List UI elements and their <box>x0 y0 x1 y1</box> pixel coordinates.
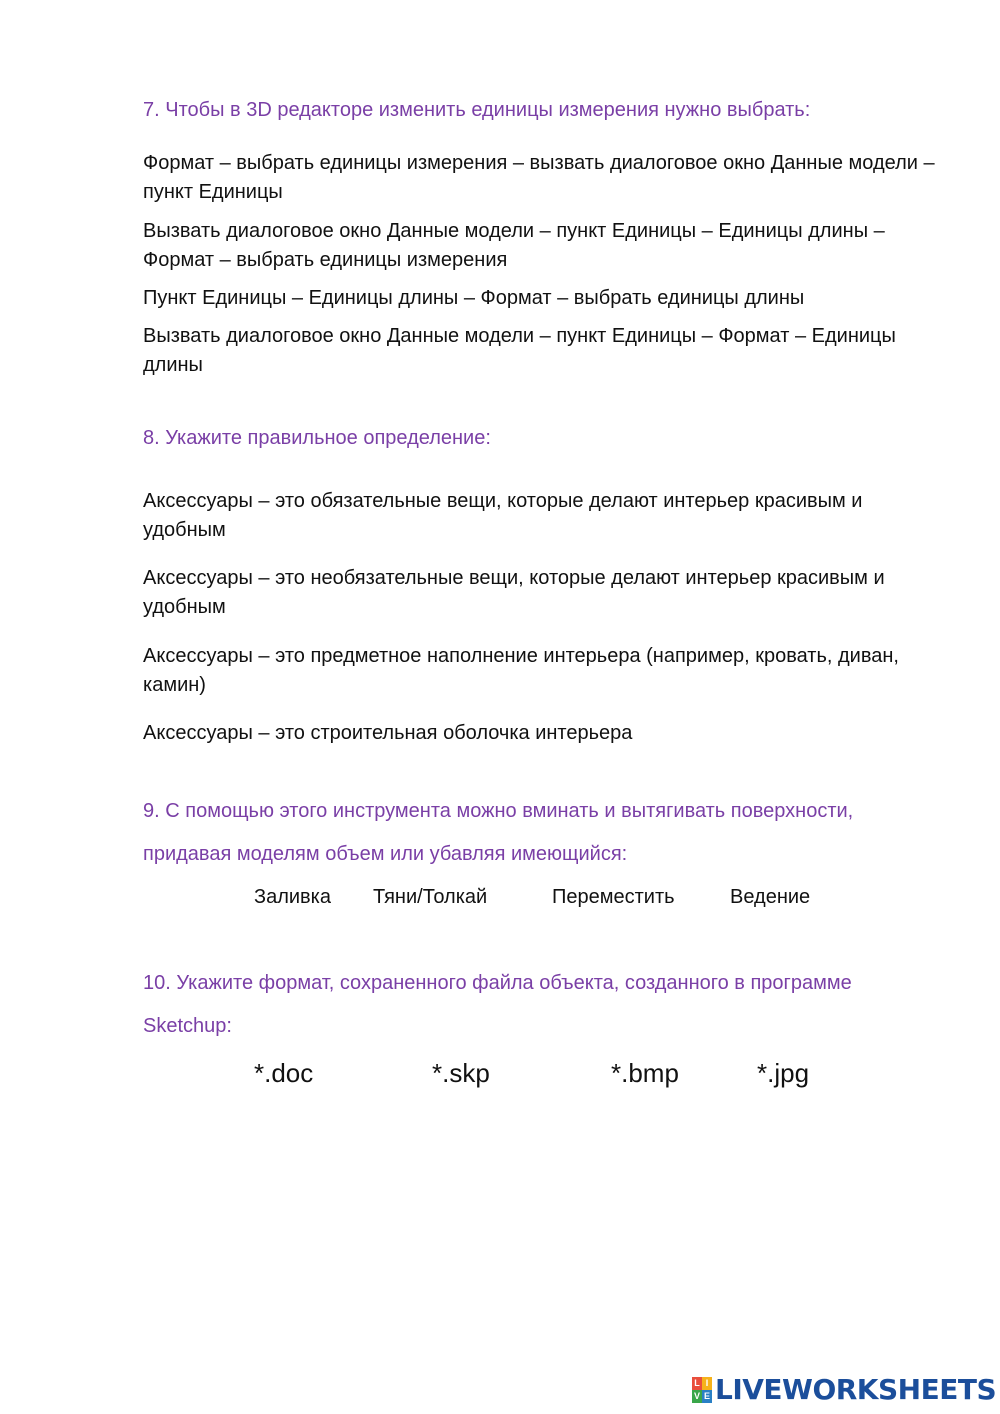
liveworksheets-logo <box>692 1374 996 1406</box>
question-10-title-line-2: Sketchup: <box>143 1015 232 1037</box>
question-7-title: 7. Чтобы в 3D редакторе изменить единицы измерения нужно выбрать: <box>143 99 811 121</box>
logo-mark-e: E <box>703 1391 710 1401</box>
question-8-option-2[interactable]: Аксессуары – это необязательные вещи, которые делают интерьер красивым и удобным <box>143 567 885 618</box>
logo-mark-v: V <box>693 1391 700 1401</box>
liveworksheets-logo-text: LIVEWORKSHEETS <box>715 1373 997 1406</box>
question-8-option-4[interactable]: Аксессуары – это строительная оболочка интерьера <box>143 722 633 744</box>
question-10-option-1[interactable]: *.doc <box>254 1058 314 1088</box>
logo-mark-l: L <box>692 1377 702 1390</box>
question-9-option-1[interactable]: Заливка <box>254 886 331 908</box>
liveworksheets-logo-icon <box>692 1377 712 1403</box>
question-10-option-2[interactable]: *.skp <box>432 1058 490 1088</box>
question-10-option-4[interactable]: *.jpg <box>757 1058 810 1088</box>
question-9-title-line-2: придавая моделям объем или убавляя имеющийся: <box>143 843 628 865</box>
question-9-option-4[interactable]: Ведение <box>730 886 811 908</box>
question-10-option-3[interactable]: *.bmp <box>611 1058 679 1088</box>
question-7-option-3[interactable]: Пункт Единицы – Единицы длины – Формат – выбрать единицы длины <box>143 287 805 309</box>
question-7-option-4[interactable]: Вызвать диалоговое окно Данные модели – пункт Единицы – Формат – Единицы длины <box>143 325 896 376</box>
question-9-title-line-1: 9. С помощью этого инструмента можно вминать и вытягивать поверхности, <box>143 800 854 822</box>
question-7-option-2[interactable]: Вызвать диалоговое окно Данные модели – пункт Единицы – Единицы длины – Формат – выбрать единицы измерения <box>143 220 885 271</box>
question-9-option-3[interactable]: Переместить <box>552 886 675 908</box>
logo-mark-i: I <box>702 1377 712 1390</box>
question-9-option-2[interactable]: Тяни/Толкай <box>373 886 488 908</box>
question-7-option-1[interactable]: Формат – выбрать единицы измерения – вызвать диалоговое окно Данные модели – пункт Единицы <box>143 152 935 203</box>
question-8-option-3[interactable]: Аксессуары – это предметное наполнение интерьера (например, кровать, диван, камин) <box>143 645 899 696</box>
question-8-title: 8. Укажите правильное определение: <box>143 427 491 449</box>
question-8-option-1[interactable]: Аксессуары – это обязательные вещи, которые делают интерьер красивым и удобным <box>143 490 863 541</box>
question-10-title-line-1: 10. Укажите формат, сохраненного файла объекта, созданного в программе <box>143 972 852 994</box>
